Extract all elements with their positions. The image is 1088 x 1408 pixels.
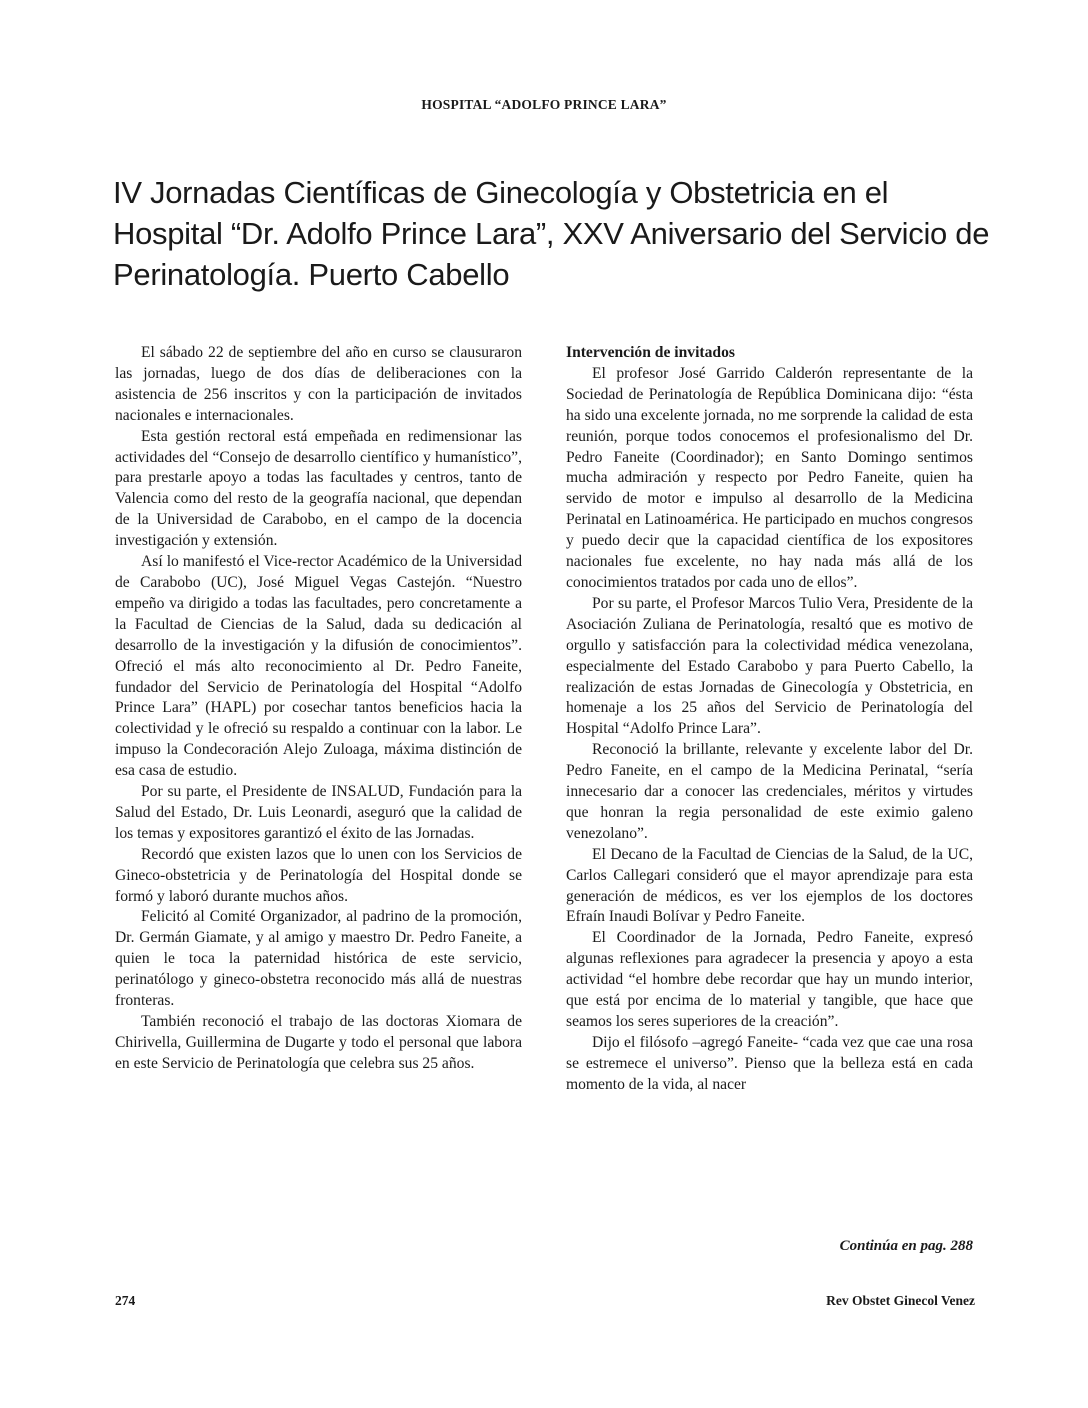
paragraph: Dijo el filósofo –agregó Faneite- “cada vez que cae una rosa se estremece el universo”. Pienso que la belleza está en cada momento de la vida, al nacer (566, 1033, 973, 1093)
paragraph: El sábado 22 de septiembre del año en curso se clausuraron las jornadas, luego de dos días de deliberaciones con la asistencia de 256 inscritos y con la participación de invitados nacionales e internacionales. (115, 344, 522, 424)
paragraph: El Decano de la Facultad de Ciencias de la Salud, de la UC, Carlos Callegari consideró que el mayor aprendizaje para esta generación de médicos, es ver los ejemplos de los doctores Efraín Inaudi Bolívar y Pedro Faneite. (566, 845, 973, 926)
article-title: IV Jornadas Científicas de Ginecología y Obstetricia en el Hospital “Dr. Adolfo Prince Lara”, XXV Aniversario del Servicio de Perinatología. Puerto Cabello (113, 175, 990, 292)
paragraph: Felicitó al Comité Organizador, al padrino de la promoción, Dr. Germán Giamate, y al amigo y maestro Dr. Pedro Faneite, a quien le toca la paternidad histórica de este servicio, perinatólogo y gineco-obstetra reconocido más allá de nuestras fronteras. (115, 908, 522, 1010)
right-column (566, 343, 973, 1096)
paragraph: El Coordinador de la Jornada, Pedro Faneite, expresó algunas reflexiones para agradecer la presencia y apoyo a esta actividad “el hombre debe recordar que hay un mundo interior, que está por encima de lo material y tangible, que hace que seamos los seres superiores de la creación”. (566, 929, 973, 1030)
paragraph: Por su parte, el Presidente de INSALUD, Fundación para la Salud del Estado, Dr. Luis Leonardi, aseguró que la calidad de los temas y expositores garantizó el éxito de las Jornadas. (115, 783, 522, 842)
paragraph: Así lo manifestó el Vice-rector Académico de la Universidad de Carabobo (UC), José Miguel Vegas Castejón. “Nuestro empeño va dirigido a todas las facultades, pero concretamente a la Facultad de Ciencias de la Salud, dada su dedicación al desarrollo de la investigación y la difusión de conocimientos”. Ofreció el más alto reconocimiento al Dr. Pedro Faneite, fundador del Servicio de Perinatología del Hospital “Adolfo Prince Lara” (HAPL) por cosechar tantos beneficios hacia la colectividad y le ofreció su respaldo a continuar con la labor. Le impuso la Condecoración Alejo Zuloaga, máxima distinción de esa casa de estudio. (115, 553, 522, 780)
paragraph: Esta gestión rectoral está empeñada en redimensionar las actividades del “Consejo de desarrollo científico y humanístico”, para prestarle apoyo a todas las facultades y centros, tanto de Valencia como del resto de la geografía nacional, que dependan de la Universidad de Carabobo, en el campo de la docencia investigación y extensión. (115, 427, 522, 550)
left-column (115, 343, 522, 1075)
continued-note: Continúa en pag. 288 (839, 1238, 973, 1254)
journal-name: Rev Obstet Ginecol Venez (826, 1293, 975, 1308)
paragraph: Recordó que existen lazos que lo unen con los Servicios de Gineco-obstetricia y de Perinatología del Hospital donde se formó y laboró durante muchos años. (115, 845, 522, 905)
paragraph: El profesor José Garrido Calderón representante de la Sociedad de Perinatología de República Dominicana dijo: “ésta ha sido una excelente jornada, no me sorprende la calidad de esta reunión, porque todos conocemos el profesionalismo del Dr. Pedro Faneite (Coordinador); en Santo Domingo sentimos mucha admiración y respecto por Pedro Faneite, quien ha servido de motor e impulso al desarrollo de la Medicina Perinatal en Latinoamérica. He participado en muchos congresos y puedo decir que la capacidad científica de los expositores nacionales fue excelente, no hay nada más allá de los conocimientos tratados por cada uno de ellos”. (566, 364, 973, 591)
paragraph: También reconoció el trabajo de las doctoras Xiomara de Chirivella, Guillermina de Dugarte y todo el personal que labora en este Servicio de Perinatología que celebra sus 25 años. (115, 1013, 522, 1072)
paragraph: Reconoció la brillante, relevante y excelente labor del Dr. Pedro Faneite, en el campo de la Medicina Perinatal, “sería innecesario dar a conocer las credenciales, méritos y virtudes que honran la regia personalidad de este eximio galeno venezolano”. (566, 741, 973, 842)
section-heading: Intervención de invitados (566, 344, 735, 361)
page-number: 274 (115, 1293, 136, 1308)
paragraph: Por su parte, el Profesor Marcos Tulio Vera, Presidente de la Asociación Zuliana de Perinatología, resaltó que es motivo de orgullo y satisfacción para la colectividad médica venezolana, especialmente del Estado Carabobo y para Puerto Cabello, la realización de estas Jornadas de Ginecología y Obstetricia, en homenaje a los 25 años del Servicio de Perinatología del Hospital “Adolfo Prince Lara”. (566, 594, 973, 738)
running-head: HOSPITAL “ADOLFO PRINCE LARA” (421, 97, 667, 112)
